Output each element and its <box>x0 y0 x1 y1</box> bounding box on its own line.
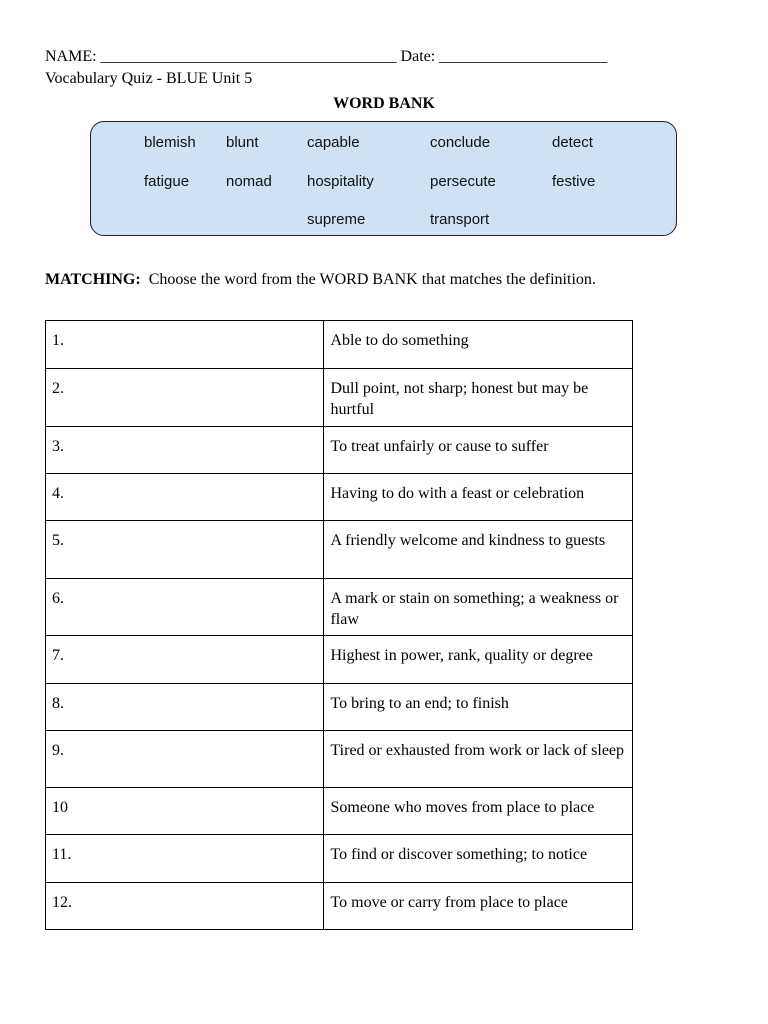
word-bank-word: capable <box>307 134 360 151</box>
word-bank-word: conclude <box>430 134 491 151</box>
answer-cell[interactable]: 12. <box>46 883 324 930</box>
answer-cell[interactable]: 1. <box>46 321 324 369</box>
table-row <box>46 636 633 684</box>
table-row <box>46 731 633 788</box>
answer-cell[interactable]: 4. <box>46 474 324 521</box>
answer-cell[interactable]: 8. <box>46 684 324 731</box>
word-bank-word: detect <box>552 134 593 151</box>
word-bank-word: supreme <box>307 211 366 228</box>
definition-cell: To bring to an end; to finish <box>324 684 633 731</box>
table-row <box>46 474 633 521</box>
table-row <box>46 579 633 636</box>
answer-cell[interactable]: 11. <box>46 835 324 883</box>
answer-cell[interactable]: 10 <box>46 788 324 835</box>
table-row <box>46 684 633 731</box>
table-row <box>46 788 633 835</box>
matching-label: MATCHING: <box>45 271 141 288</box>
definition-cell: To move or carry from place to place <box>324 883 633 930</box>
definition-cell: Dull point, not sharp; honest but may be hurtful <box>324 369 633 427</box>
definition-cell: To treat unfairly or cause to suffer <box>324 427 633 474</box>
definition-cell: A mark or stain on something; a weakness or flaw <box>324 579 633 636</box>
matching-instructions <box>45 271 596 289</box>
table-row <box>46 835 633 883</box>
quiz-subtitle: Vocabulary Quiz - BLUE Unit 5 <box>45 70 253 87</box>
table-row <box>46 883 633 930</box>
answer-cell[interactable]: 7. <box>46 636 324 684</box>
definition-cell: Tired or exhausted from work or lack of sleep <box>324 731 633 788</box>
definition-cell: Having to do with a feast or celebration <box>324 474 633 521</box>
matching-table <box>45 320 633 930</box>
word-bank-title: WORD BANK <box>333 95 435 112</box>
answer-cell[interactable]: 3. <box>46 427 324 474</box>
matching-instruction-text: Choose the word from the WORD BANK that matches the definition. <box>148 271 596 288</box>
word-bank-word: fatigue <box>144 173 190 190</box>
word-bank-word: persecute <box>430 173 496 190</box>
answer-cell[interactable]: 6. <box>46 579 324 636</box>
word-bank-word: nomad <box>226 173 272 190</box>
word-bank-word: transport <box>430 211 490 228</box>
table-row <box>46 521 633 579</box>
answer-cell[interactable]: 5. <box>46 521 324 579</box>
definition-cell: Able to do something <box>324 321 633 369</box>
definition-cell: Highest in power, rank, quality or degree <box>324 636 633 684</box>
table-row <box>46 369 633 427</box>
name-date-line: NAME: _____________________________________ Date: _____________________ <box>45 48 608 65</box>
definition-cell: To find or discover something; to notice <box>324 835 633 883</box>
definition-cell: Someone who moves from place to place <box>324 788 633 835</box>
answer-cell[interactable]: 2. <box>46 369 324 427</box>
answer-cell[interactable]: 9. <box>46 731 324 788</box>
word-bank-box <box>90 121 677 236</box>
definition-cell: A friendly welcome and kindness to guests <box>324 521 633 579</box>
word-bank-word: blemish <box>144 134 196 151</box>
table-row <box>46 321 633 369</box>
table-row <box>46 427 633 474</box>
word-bank-word: festive <box>552 173 596 190</box>
word-bank-word: blunt <box>226 134 259 151</box>
word-bank-word: hospitality <box>307 173 374 190</box>
